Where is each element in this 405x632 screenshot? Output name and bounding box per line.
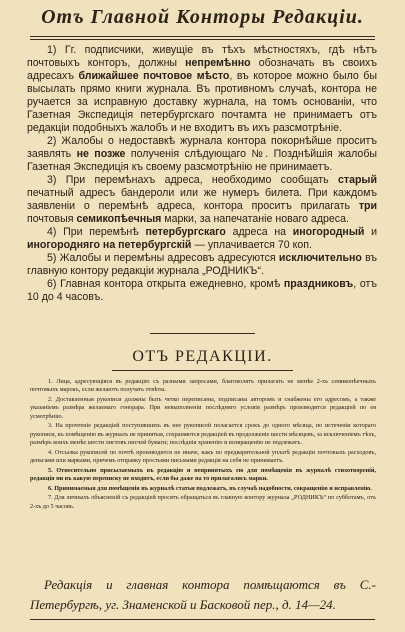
notice-1: 1) Гг. подписчики, живущіе въ тѣхъ мѣстностяхъ, гдѣ нѣтъ почтовыхъ конторъ, должны непремѣнно обозначать въ своихъ адресахъ ближайшее почтовое мѣсто, въ которое можно было бы высылать прямо книги журнала. Въ противномъ случаѣ, контора не ручается за исправную доставку журнала, на томъ основаніи, что Газетная Экспедиція петербургскаго почтамта не принимаетъ отъ редакціи подобныхъ жалобъ и не входитъ въ ихъ разсмотрѣніе.	[27, 44, 377, 134]
notice-5: 5) Жалобы и перемѣны адресовъ адресуются исключительно въ главную контору редакціи журнала „РОДНИКЪ“.	[27, 252, 377, 277]
main-office-title: Отъ Главной Конторы Редакціи.	[41, 6, 364, 28]
address-footer	[30, 575, 376, 615]
section-divider	[150, 333, 255, 334]
editorial-item-6: 6. Принимаемыя для помѣщенія въ журналѣ статьи подлежатъ, въ случаѣ надобности, сокращенію и исправленію.	[48, 484, 372, 492]
main-office-notices	[27, 44, 377, 304]
editorial-item-2: 2. Доставленныя рукописи должны быть четко переписаны, подписаны авторомъ и снабжены его адресомъ, а также указаніемъ размѣра желаемаго гонорара. При невыполненіи послѣдняго условія размѣръ производится редакціей по ея усмотрѣнію.	[30, 395, 376, 420]
editorial-item-1: 1. Лица, адресующіяся въ редакцію съ разными запросами, благоволятъ прилагать не менѣе 2-хъ семикопѣечныхъ почтовыхъ марокъ, если желаютъ получать отвѣты.	[30, 378, 376, 394]
address-text: Редакція и главная контора помѣщаются въ С.-Петербургѣ, уг. Знаменской и Басковой пер., д. 14—24.	[30, 577, 376, 612]
notice-4: 4) При перемѣнѣ петербургскаго адреса на иногородный и иногородняго на петербургскій — уплачивается 70 коп.	[27, 226, 377, 251]
title-rule-bottom	[30, 39, 375, 40]
editorial-item-5: 5. Относительно присылаемыхъ въ редакцію и непринятыхъ ею для помѣщенія въ журналѣ стихотвореній, редакція ни въ какую переписку не входитъ, если бы даже на то прилагались марки.	[30, 466, 376, 482]
editorial-title: ОТЪ РЕДАКЦІИ.	[132, 348, 273, 365]
editorial-title-rule	[112, 370, 293, 371]
editorial-item-7: 7. Для личныхъ объясненій съ редакціей просятъ обращаться въ главную контору журнала „РОДНИКЪ“ по субботамъ, отъ 2-хъ до 5 часовъ.	[30, 494, 376, 510]
editorial-item-3: 3. На прочтеніе редакціей поступившихъ въ нее рукописей полагается срокъ до одного мѣсяца, по истеченіи котораго рукописи, къ помѣщенію въ журналъ не принятыя, сохраняются редакціей въ продолженіе шести мѣсяцевъ, за исключеніемъ тѣхъ, размѣръ коихъ менѣе шести листовъ писчей бумаги; послѣднія храненію и возвращенію не подлежатъ.	[30, 422, 376, 446]
title-rule-top	[30, 36, 375, 37]
editorial-item-4: 4. Отсылка рукописей по почтѣ производится не иначе, какъ по предварительной уплатѣ редакціи почтовыхъ расходовъ, деньгами или марками, причемъ отправку простыми письмами редакція на себя не принимаетъ.	[30, 448, 376, 464]
notice-3: 3) При перемѣнахъ адреса, необходимо сообщать старый печатный адресъ бандероли или же нумеръ билета. При каждомъ заявленіи о перемѣнѣ адреса, контора проситъ прилагать три почтовыя семикопѣечныя марки, за напечатаніе новаго адреса.	[27, 174, 377, 225]
footer-rule	[30, 619, 375, 620]
editorial-notices	[30, 378, 376, 512]
notice-6: 6) Главная контора открыта ежедневно, кромѣ праздниковъ, отъ 10 до 4 часовъ.	[27, 278, 377, 303]
notice-2: 2) Жалобы о недоставкѣ журнала контора покорнѣйше проситъ заявлять не позже полученія слѣдующаго №. Позднѣйшія жалобы Газетная Экспедиція къ своему разсмотрѣнію не принимаетъ.	[27, 135, 377, 173]
